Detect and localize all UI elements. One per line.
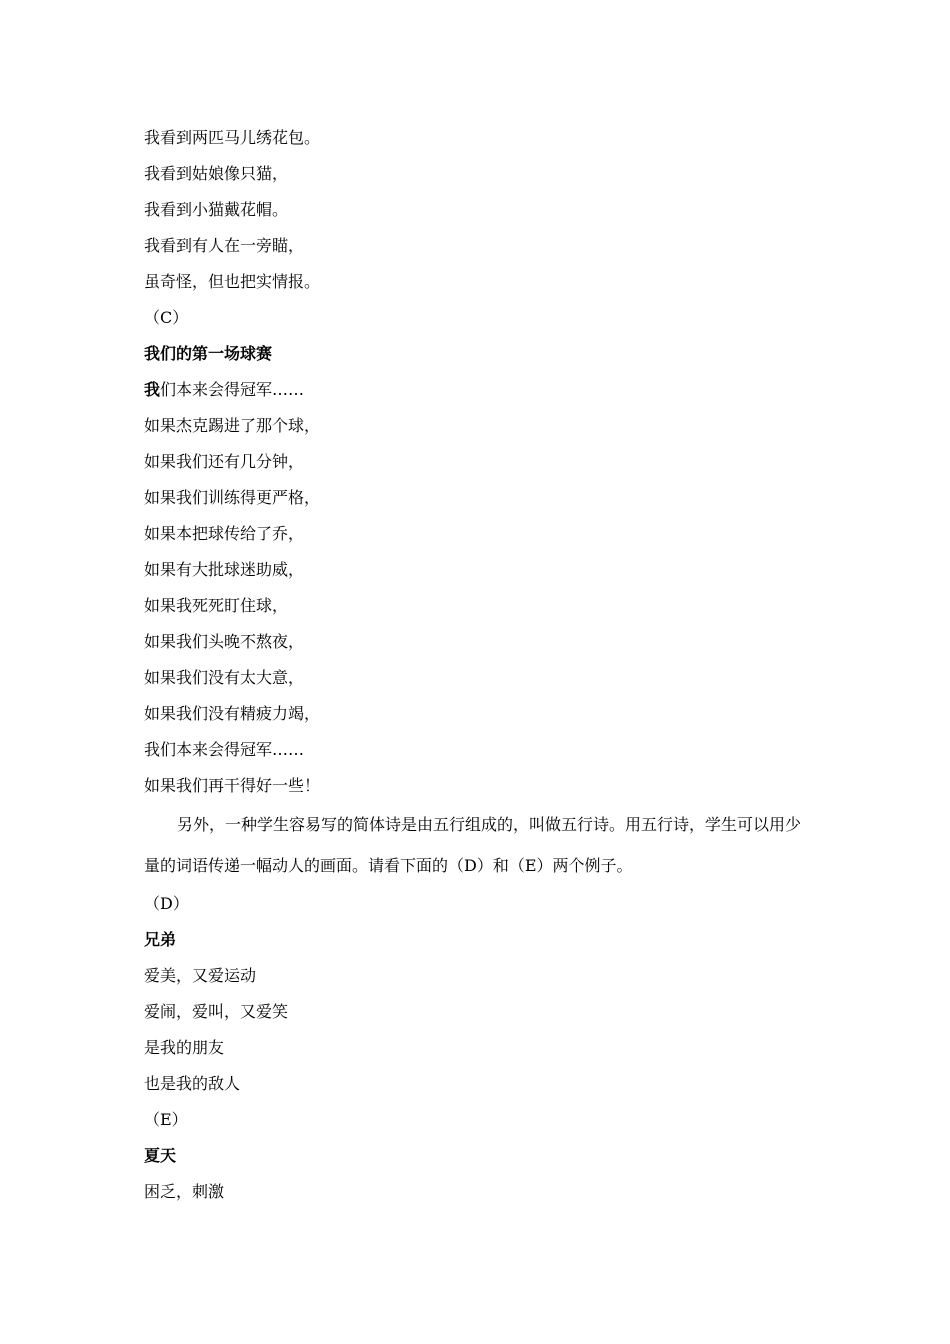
poem-line: 虽奇怪，但也把实情报。 (144, 272, 321, 291)
poem-line: 我看到姑娘像只猫， (144, 164, 289, 183)
poem-line: 如果我死死盯住球， (144, 596, 289, 615)
poem-line: 如果杰克踢进了那个球， (144, 416, 321, 435)
document-body (144, 120, 814, 1210)
poem-title: 兄弟 (144, 930, 177, 949)
poem-line: 我看到小猫戴花帽。 (144, 200, 289, 219)
poem-line: 我们本来会得冠军…… (144, 740, 305, 759)
poem-line: 如果本把球传给了乔， (144, 524, 305, 543)
section-label: （D） (144, 894, 189, 913)
poem-title: 夏天 (144, 1146, 177, 1165)
first-line-rest: 们本来会得冠军…… (160, 380, 305, 399)
section-label: （C） (144, 308, 189, 327)
poem-first-line (144, 372, 814, 408)
poem-line: 如果我们还有几分钟， (144, 452, 305, 471)
poem-line: 如果我们再干得好一些！ (144, 776, 321, 795)
section-label: （E） (144, 1110, 188, 1129)
poem-line: 我看到有人在一旁瞄， (144, 236, 305, 255)
poem-line: 爱美，又爱运动 (144, 966, 257, 985)
poem-d (144, 886, 814, 1102)
poem-b (144, 120, 814, 300)
poem-line: 我看到两匹马儿绣花包。 (144, 128, 321, 147)
poem-line: 是我的朋友 (144, 1038, 225, 1057)
poem-line: 如果我们训练得更严格， (144, 488, 321, 507)
poem-line: 如果我们没有太大意， (144, 668, 305, 687)
poem-e (144, 1102, 814, 1210)
poem-line: 如果有大批球迷助威， (144, 560, 305, 579)
explanation-paragraph: 另外，一种学生容易写的简体诗是由五行组成的，叫做五行诗。用五行诗，学生可以用少量的词语传递一幅动人的画面。请看下面的（D）和（E）两个例子。 (144, 815, 802, 875)
poem-line: 如果我们没有精疲力竭， (144, 704, 321, 723)
poem-line: 如果我们头晚不熬夜， (144, 632, 305, 651)
poem-line: 爱闹，爱叫，又爱笑 (144, 1002, 289, 1021)
poem-title: 我们的第一场球赛 (144, 344, 273, 363)
poem-c (144, 300, 814, 804)
first-character: 我 (144, 380, 161, 399)
poem-line: 也是我的敌人 (144, 1074, 241, 1093)
poem-line: 困乏，刺激 (144, 1182, 225, 1201)
